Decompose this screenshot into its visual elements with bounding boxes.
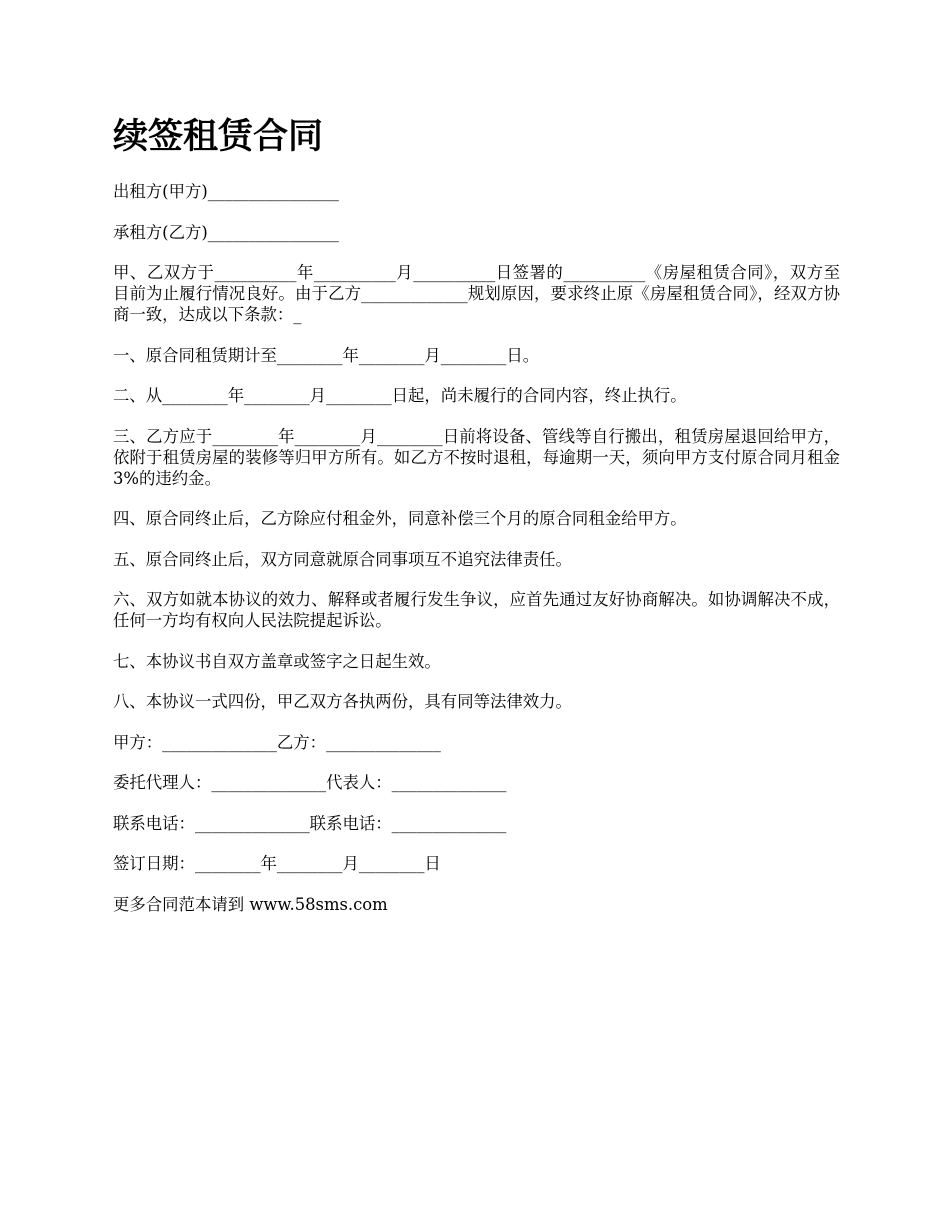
agent-representative-line: 委托代理人：______________代表人：______________ bbox=[113, 773, 507, 792]
document-title: 续签租赁合同 bbox=[113, 117, 324, 157]
preamble-paragraph: 甲、乙双方于__________年__________月__________日签署的__________《房屋租赁合同》，双方至目前为止履行情况良好。由于乙方_____________规划原因，要求终止原《房屋租赁合同》，经双方协商一致，达成以下条款：_ bbox=[113, 263, 840, 324]
contact-phone-line: 联系电话：______________联系电话：______________ bbox=[113, 813, 507, 833]
clause-6: 六、双方如就本协议的效力、解释或者履行发生争议，应首先通过友好协商解决。如协调解决不成，任何一方均有权向人民法院提起诉讼。 bbox=[113, 590, 840, 630]
clause-4: 四、原合同终止后，乙方除应付租金外，同意补偿三个月的原合同租金给甲方。 bbox=[113, 509, 687, 528]
document-body bbox=[113, 181, 840, 934]
clause-8: 八、本协议一式四份，甲乙双方各执两份，具有同等法律效力。 bbox=[113, 692, 572, 711]
signature-parties-line: 甲方：______________乙方：______________ bbox=[113, 732, 441, 752]
footer-website-note: 更多合同范本请到 www.58sms.com bbox=[113, 894, 388, 914]
clause-5: 五、原合同终止后，双方同意就原合同事项互不追究法律责任。 bbox=[113, 549, 572, 569]
clause-7: 七、本协议书自双方盖章或签字之日起生效。 bbox=[113, 651, 441, 671]
lessor-line: 出租方(甲方)________________ bbox=[113, 182, 339, 201]
lessee-line: 承租方(乙方)________________ bbox=[113, 222, 339, 242]
clause-3: 三、乙方应于________年________月________日前将设备、管线等自行搬出，租赁房屋退回给甲方，依附于租赁房屋的装修等归甲方所有。如乙方不按时退租，每逾期一天，须向甲方支付原合同月租金 3%的违约金。 bbox=[113, 426, 840, 488]
clause-1: 一、原合同租赁期计至________年________月________日。 bbox=[113, 345, 540, 365]
clause-2: 二、从________年________月________日起，尚未履行的合同内容，终止执行。 bbox=[113, 386, 687, 405]
signing-date-line: 签订日期：________年________月________日 bbox=[113, 854, 441, 873]
